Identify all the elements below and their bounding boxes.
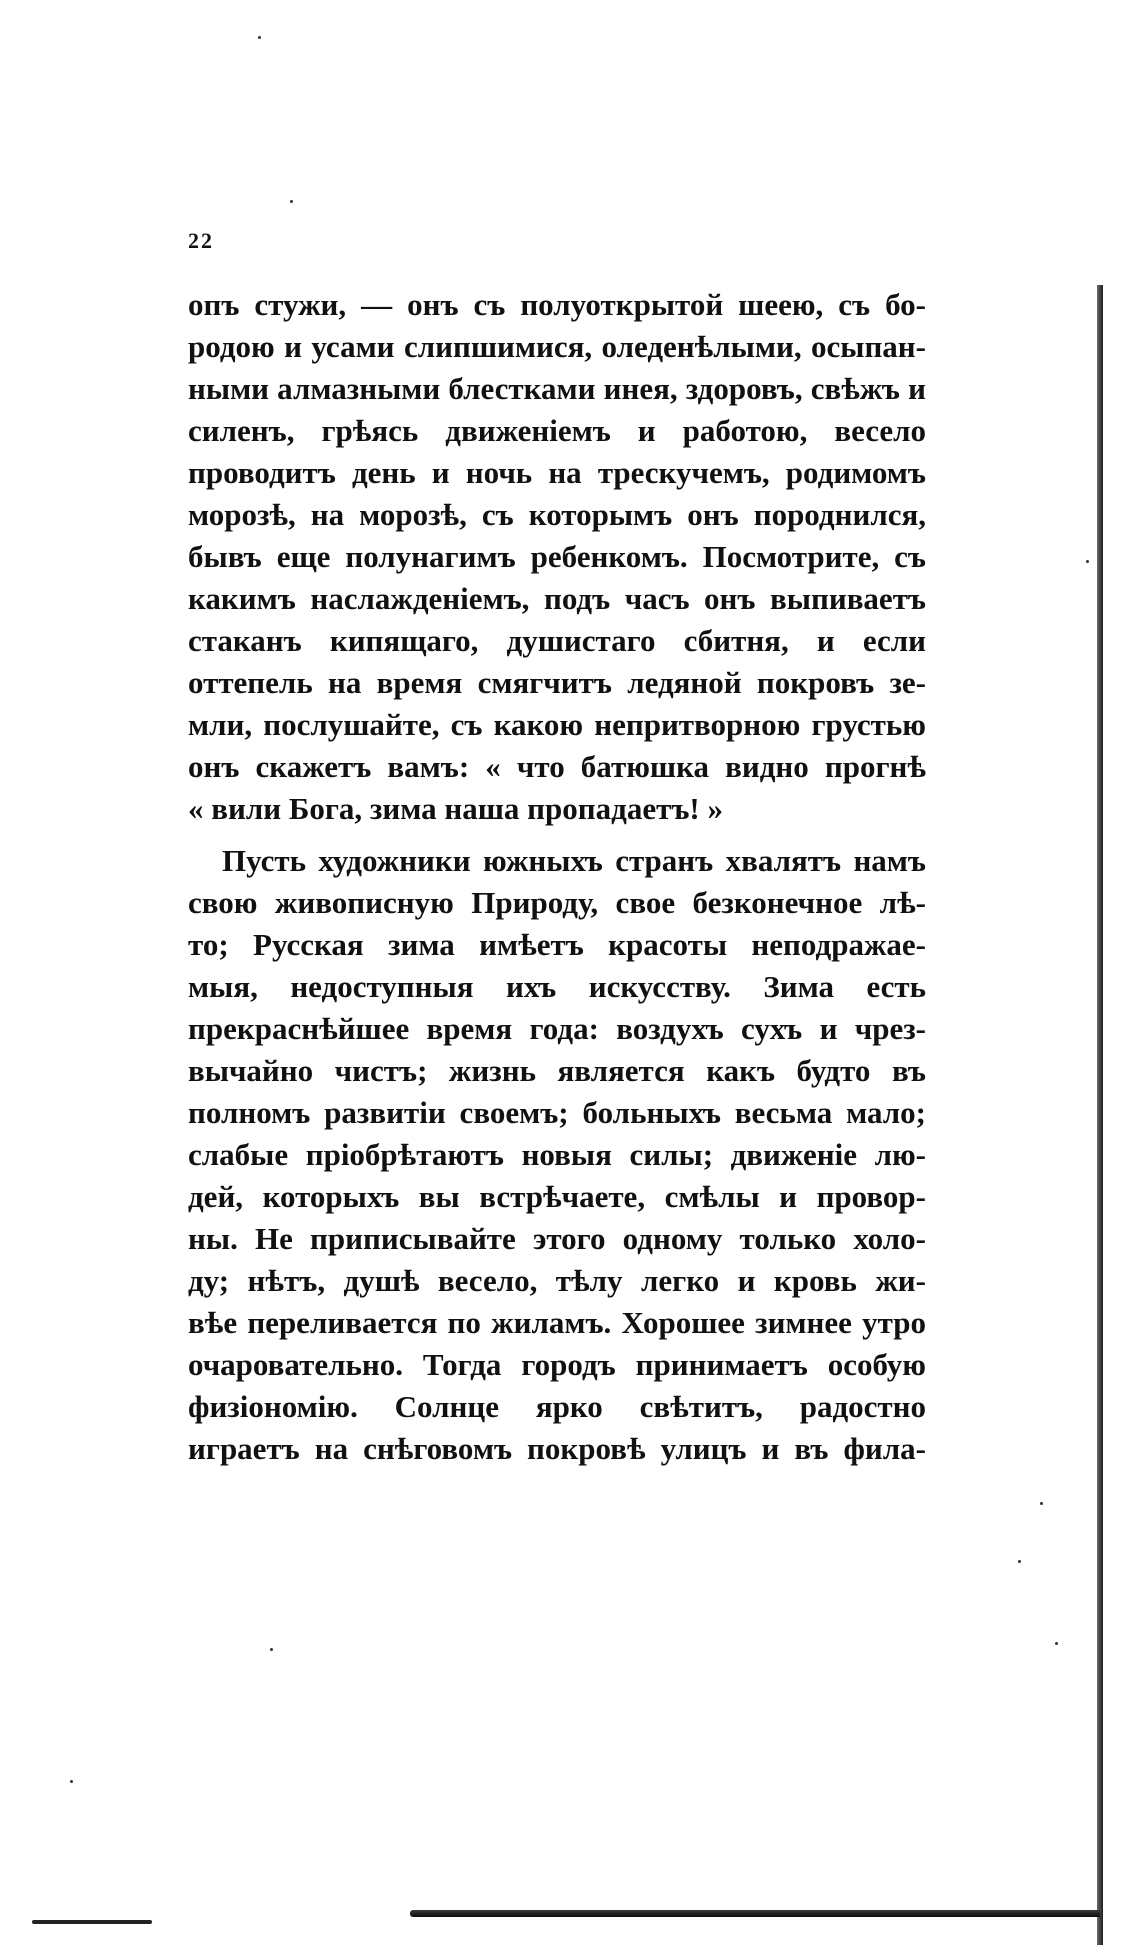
text-line: мли, послушайте, съ какою непритворною грустью xyxy=(188,707,926,742)
scan-speck xyxy=(290,200,293,203)
text-line: то; Русская зима имѣетъ красоты неподражае- xyxy=(188,927,926,962)
page-number: 22 xyxy=(188,228,214,253)
text-line: Пусть художники южныхъ странъ хвалятъ намъ xyxy=(222,843,926,878)
scan-speck xyxy=(258,36,261,39)
text-line: играетъ на снѣговомъ покровѣ улицъ и въ фила- xyxy=(188,1431,926,1466)
text-line: бывъ еще полунагимъ ребенкомъ. Посмотрите, съ xyxy=(188,539,926,574)
text-line: физіономію. Солнце ярко свѣтитъ, радостно xyxy=(188,1389,926,1424)
text-line: ны. Не приписывайте этого одному только холо- xyxy=(188,1221,926,1256)
scan-speck xyxy=(1040,1502,1043,1505)
scan-speck xyxy=(1086,560,1089,563)
scan-speck xyxy=(270,1648,273,1651)
text-line: вычайно чистъ; жизнь является какъ будто въ xyxy=(188,1053,926,1088)
scan-speck xyxy=(1018,1560,1021,1563)
text-line: опъ стужи, — онъ съ полуоткрытой шеею, съ бо- xyxy=(188,287,926,322)
text-line: мыя, недоступныя ихъ искусству. Зима есть xyxy=(188,969,926,1004)
text-line: слабые пріобрѣтаютъ новыя силы; движеніе лю- xyxy=(188,1137,926,1172)
scan-speck xyxy=(70,1780,73,1783)
page-edge-mark-bottom-left xyxy=(32,1920,152,1924)
text-line: силенъ, грѣясь движеніемъ и работою, весело xyxy=(188,413,926,448)
text-line: ными алмазными блестками инея, здоровъ, свѣжъ и xyxy=(188,371,926,406)
text-line: стаканъ кипящаго, душистаго сбитня, и если xyxy=(188,623,926,658)
text-line: очаровательно. Тогда городъ принимаетъ особую xyxy=(188,1347,926,1382)
text-line: ду; нѣтъ, душѣ весело, тѣлу легко и кровь жи- xyxy=(188,1263,926,1298)
page-edge-shadow-right xyxy=(1097,285,1103,1945)
text-line: какимъ наслажденіемъ, подъ часъ онъ выпиваетъ xyxy=(188,581,926,616)
text-line: вѣе переливается по жиламъ. Хорошее зимнее утро xyxy=(188,1305,926,1340)
text-line: родою и усами слипшимися, оледенѣлыми, осыпан- xyxy=(188,329,926,364)
text-line: дей, которыхъ вы встрѣчаете, смѣлы и провор- xyxy=(188,1179,926,1214)
paragraph-gap xyxy=(188,830,926,840)
text-line: прекраснѣйшее время года: воздухъ сухъ и чрез- xyxy=(188,1011,926,1046)
text-line: онъ скажетъ вамъ: « что батюшка видно прогнѣ xyxy=(188,749,926,784)
text-line: полномъ развитіи своемъ; больныхъ весьма мало; xyxy=(188,1095,926,1130)
text-line: оттепель на время смягчитъ ледяной покровъ зе- xyxy=(188,665,926,700)
body-text xyxy=(188,284,926,1470)
page-edge-shadow-bottom xyxy=(410,1910,1100,1917)
text-line: свою живописную Природу, свое безконечное лѣ- xyxy=(188,885,926,920)
text-line: морозѣ, на морозѣ, съ которымъ онъ породнился, xyxy=(188,497,926,532)
scan-speck xyxy=(1055,1642,1058,1645)
text-line: « вили Бога, зима наша пропадаетъ! » xyxy=(188,791,723,826)
text-line: проводитъ день и ночь на трескучемъ, родимомъ xyxy=(188,455,926,490)
